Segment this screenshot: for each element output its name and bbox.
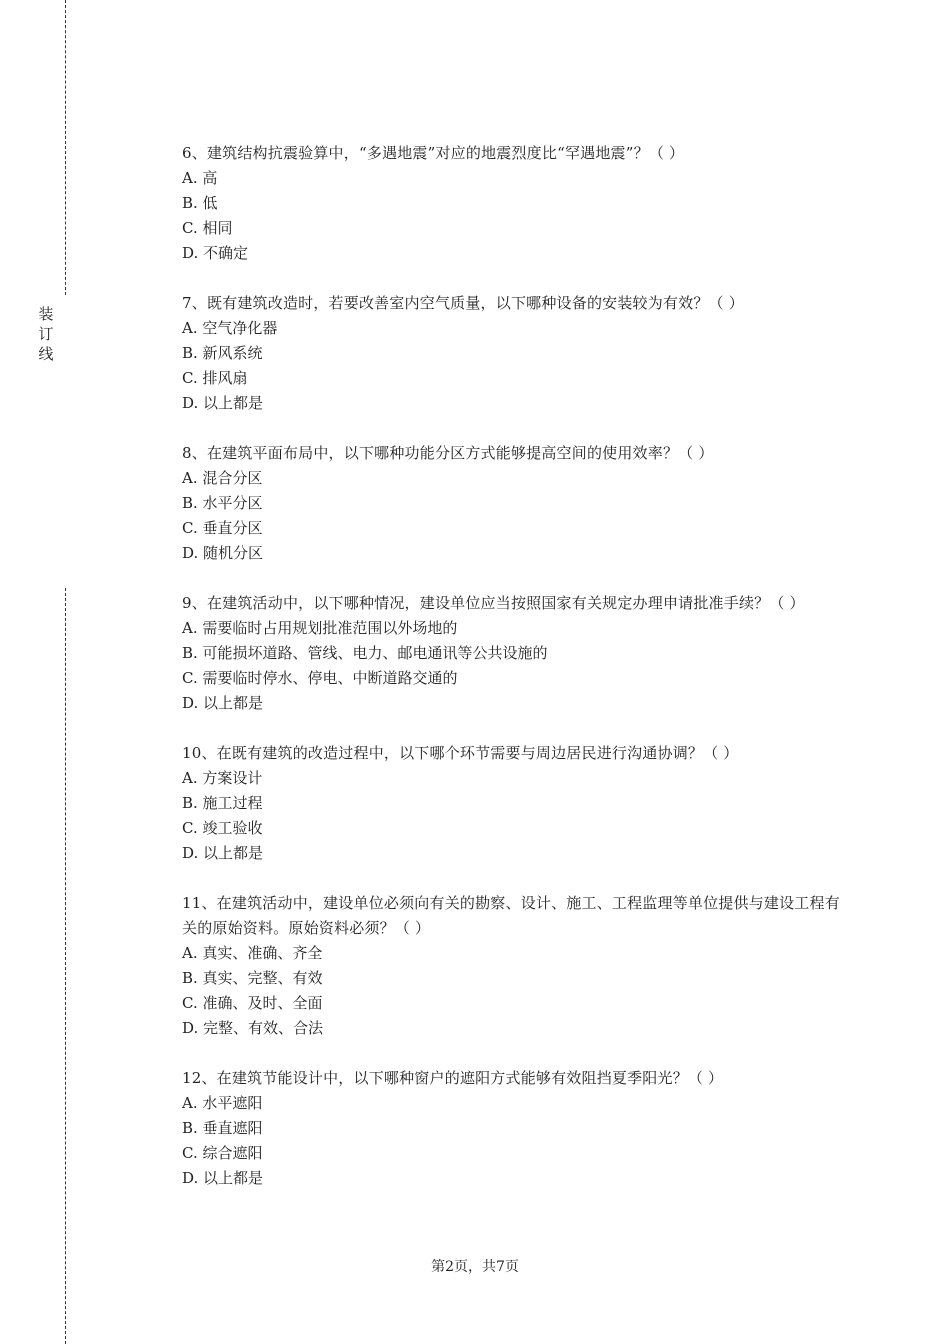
question-stem: 9、在建筑活动中，以下哪种情况，建设单位应当按照国家有关规定办理申请批准手续？（ ）: [182, 594, 805, 612]
question-stem: 7、既有建筑改造时，若要改善室内空气质量，以下哪种设备的安装较为有效？（ ）: [182, 294, 744, 312]
question-stem: 8、在建筑平面布局中，以下哪种功能分区方式能够提高空间的使用效率？（ ）: [182, 444, 714, 462]
option-d: D. 不确定: [182, 244, 249, 262]
option-a: A. 方案设计: [182, 769, 263, 787]
question-stem: 6、建筑结构抗震验算中，“多遇地震”对应的地震烈度比“罕遇地震”？（ ）: [182, 144, 685, 162]
question-stem: 11、在建筑活动中，建设单位必须向有关的勘察、设计、施工、工程监理等单位提供与建设工程有关的原始资料。原始资料必须？（ ）: [182, 894, 840, 937]
option-a: A. 空气净化器: [182, 319, 278, 337]
option-b: B. 真实、完整、有效: [182, 969, 323, 987]
option-c: C. 竣工验收: [182, 819, 263, 837]
option-d: D. 以上都是: [182, 394, 264, 412]
option-c: C. 需要临时停水、停电、中断道路交通的: [182, 669, 458, 687]
binding-label-char: 订: [38, 325, 54, 343]
option-c: C. 准确、及时、全面: [182, 994, 323, 1012]
question-6: [182, 141, 842, 266]
question-list: [182, 141, 842, 1216]
option-b: B. 施工过程: [182, 794, 263, 812]
question-11: [182, 891, 842, 1041]
option-d: D. 以上都是: [182, 844, 264, 862]
question-stem: 12、在建筑节能设计中，以下哪种窗户的遮阳方式能够有效阻挡夏季阳光？（ ）: [182, 1069, 724, 1087]
question-7: [182, 291, 842, 416]
binding-label-char: 线: [38, 345, 54, 363]
option-b: B. 水平分区: [182, 494, 263, 512]
option-c: C. 相同: [182, 219, 233, 237]
binding-line-top: [65, 0, 66, 295]
option-c: C. 综合遮阳: [182, 1144, 263, 1162]
option-b: B. 垂直遮阳: [182, 1119, 263, 1137]
question-8: [182, 441, 842, 566]
option-a: A. 需要临时占用规划批准范围以外场地的: [182, 619, 458, 637]
question-10: [182, 741, 842, 866]
question-9: [182, 591, 842, 716]
option-c: C. 垂直分区: [182, 519, 263, 537]
question-12: [182, 1066, 842, 1191]
option-a: A. 真实、准确、齐全: [182, 944, 323, 962]
option-d: D. 以上都是: [182, 694, 264, 712]
binding-line-bottom: [65, 588, 66, 1344]
option-a: A. 高: [182, 169, 218, 187]
option-d: D. 随机分区: [182, 544, 264, 562]
option-b: B. 可能损坏道路、管线、电力、邮电通讯等公共设施的: [182, 644, 548, 662]
binding-label-char: 装: [38, 305, 54, 323]
question-stem: 10、在既有建筑的改造过程中，以下哪个环节需要与周边居民进行沟通协调？（ ）: [182, 744, 739, 762]
option-a: A. 水平遮阳: [182, 1094, 263, 1112]
binding-label: [36, 304, 56, 364]
page-number: 第2页，共7页: [431, 1259, 519, 1275]
option-b: B. 低: [182, 194, 218, 212]
option-d: D. 以上都是: [182, 1169, 264, 1187]
option-d: D. 完整、有效、合法: [182, 1019, 324, 1037]
option-a: A. 混合分区: [182, 469, 263, 487]
option-b: B. 新风系统: [182, 344, 263, 362]
option-c: C. 排风扇: [182, 369, 248, 387]
